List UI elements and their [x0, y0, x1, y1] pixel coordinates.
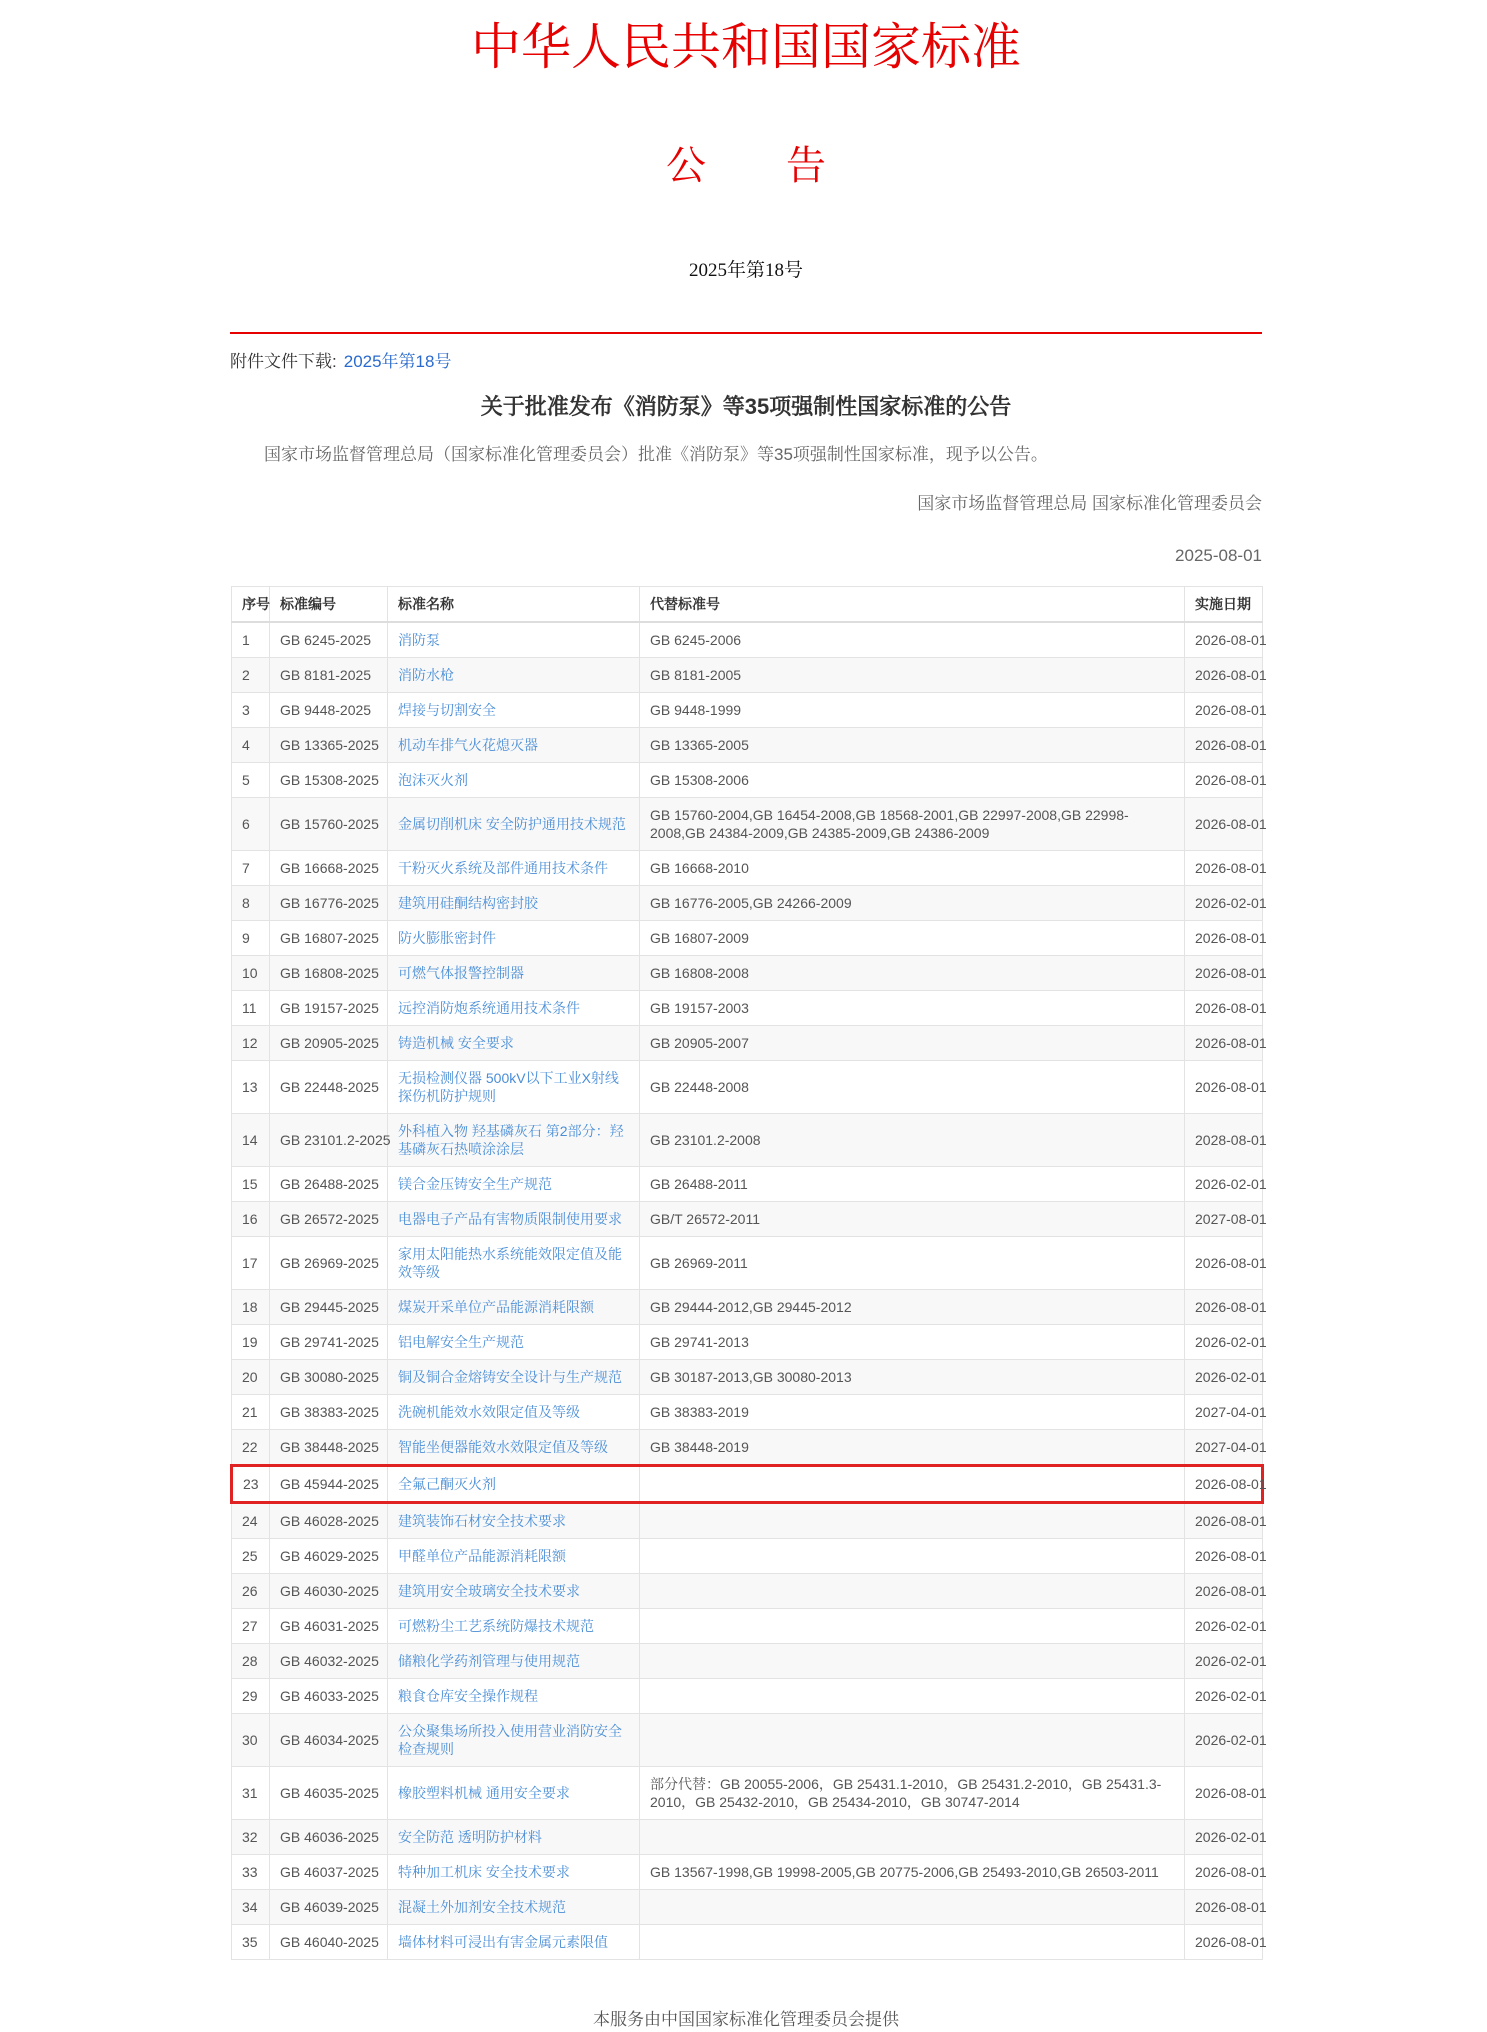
- col-header-replaced: 代替标准号: [640, 587, 1185, 623]
- implementation-date-cell: 2026-02-01: [1185, 1325, 1263, 1360]
- replaced-standard-cell: GB 16807-2009: [640, 921, 1185, 956]
- table-header-row: [232, 587, 1263, 623]
- standard-name-cell: [388, 1767, 640, 1820]
- implementation-date-cell: 2027-04-01: [1185, 1430, 1263, 1466]
- attachment-row: [230, 342, 1262, 374]
- replaced-standard-cell: GB 13365-2005: [640, 728, 1185, 763]
- table-row: [232, 991, 1263, 1026]
- replaced-standard-cell: [640, 1503, 1185, 1539]
- standard-name-cell: [388, 1325, 640, 1360]
- standard-name-cell: [388, 1539, 640, 1574]
- standard-name-link[interactable]: 煤炭开采单位产品能源消耗限额: [398, 1299, 594, 1316]
- table-row: [232, 1167, 1263, 1202]
- standard-name-link[interactable]: 防火膨胀密封件: [398, 930, 496, 947]
- standard-code-cell: GB 6245-2025: [270, 622, 388, 658]
- replaced-standard-cell: GB 38383-2019: [640, 1395, 1185, 1430]
- standard-code-cell: GB 46030-2025: [270, 1574, 388, 1609]
- standard-name-cell: [388, 1855, 640, 1890]
- table-row: [232, 658, 1263, 693]
- standard-code-cell: GB 26488-2025: [270, 1167, 388, 1202]
- implementation-date-cell: 2026-08-01: [1185, 1061, 1263, 1114]
- table-row: [232, 1890, 1263, 1925]
- implementation-date-cell: 2026-08-01: [1185, 1539, 1263, 1574]
- standard-name-link[interactable]: 消防水枪: [398, 667, 454, 684]
- implementation-date-cell: 2026-02-01: [1185, 1360, 1263, 1395]
- implementation-date-cell: 2026-08-01: [1185, 956, 1263, 991]
- seq-cell: 7: [232, 851, 270, 886]
- replaced-standard-cell: [640, 1714, 1185, 1767]
- replaced-standard-cell: GB 38448-2019: [640, 1430, 1185, 1466]
- implementation-date-cell: 2026-08-01: [1185, 921, 1263, 956]
- replaced-standard-cell: [640, 1574, 1185, 1609]
- standard-code-cell: GB 46040-2025: [270, 1925, 388, 1960]
- seq-cell: 5: [232, 763, 270, 798]
- implementation-date-cell: 2026-02-01: [1185, 1820, 1263, 1855]
- replaced-standard-cell: GB 22448-2008: [640, 1061, 1185, 1114]
- implementation-date-cell: 2026-08-01: [1185, 763, 1263, 798]
- standard-name-link[interactable]: 粮食仓库安全操作规程: [398, 1688, 538, 1705]
- standard-name-cell: [388, 1890, 640, 1925]
- standard-name-cell: [388, 851, 640, 886]
- table-row: [232, 1360, 1263, 1395]
- standard-name-cell: [388, 763, 640, 798]
- standard-code-cell: GB 26969-2025: [270, 1237, 388, 1290]
- standard-code-cell: GB 46037-2025: [270, 1855, 388, 1890]
- standard-code-cell: GB 15308-2025: [270, 763, 388, 798]
- implementation-date-cell: 2026-08-01: [1185, 991, 1263, 1026]
- replaced-standard-cell: GB 19157-2003: [640, 991, 1185, 1026]
- standard-code-cell: GB 46034-2025: [270, 1714, 388, 1767]
- standard-code-cell: GB 46033-2025: [270, 1679, 388, 1714]
- standard-name-link[interactable]: 铸造机械 安全要求: [398, 1035, 514, 1052]
- standard-code-cell: GB 20905-2025: [270, 1026, 388, 1061]
- seq-cell: 15: [232, 1167, 270, 1202]
- standard-name-cell: [388, 658, 640, 693]
- standard-name-link[interactable]: 泡沫灭火剂: [398, 772, 468, 789]
- standard-code-cell: GB 46031-2025: [270, 1609, 388, 1644]
- table-row: [232, 1503, 1263, 1539]
- implementation-date-cell: 2026-02-01: [1185, 1714, 1263, 1767]
- red-divider: [230, 332, 1262, 334]
- replaced-standard-cell: [640, 1466, 1185, 1503]
- seq-cell: 16: [232, 1202, 270, 1237]
- implementation-date-cell: 2026-08-01: [1185, 1237, 1263, 1290]
- replaced-standard-cell: GB 29444-2012,GB 29445-2012: [640, 1290, 1185, 1325]
- standard-name-link[interactable]: 铝电解安全生产规范: [398, 1334, 524, 1351]
- seq-cell: 34: [232, 1890, 270, 1925]
- table-row: [232, 851, 1263, 886]
- replaced-standard-cell: GB 20905-2007: [640, 1026, 1185, 1061]
- standard-name-cell: [388, 1925, 640, 1960]
- table-row: [232, 1925, 1263, 1960]
- standard-name-cell: [388, 1430, 640, 1466]
- announcement-subtitle: 公 告: [666, 143, 826, 188]
- col-header-name: 标准名称: [388, 587, 640, 623]
- standard-name-cell: [388, 921, 640, 956]
- seq-cell: 17: [232, 1237, 270, 1290]
- standard-name-link[interactable]: 建筑用安全玻璃安全技术要求: [398, 1583, 580, 1600]
- standard-name-link[interactable]: 远控消防炮系统通用技术条件: [398, 1000, 580, 1017]
- replaced-standard-cell: [640, 1925, 1185, 1960]
- standard-name-cell: [388, 1167, 640, 1202]
- replaced-standard-cell: [640, 1644, 1185, 1679]
- replaced-standard-cell: GB 15760-2004,GB 16454-2008,GB 18568-2001,GB 22997-2008,GB 22998-2008,GB 24384-2009,GB 24385-2009,GB 24386-2009: [640, 798, 1185, 851]
- seq-cell: 10: [232, 956, 270, 991]
- seq-cell: 8: [232, 886, 270, 921]
- standard-name-cell: [388, 622, 640, 658]
- table-row: [232, 921, 1263, 956]
- table-row: [232, 1609, 1263, 1644]
- table-row: [232, 1061, 1263, 1114]
- col-header-date: 实施日期: [1185, 587, 1263, 623]
- standard-name-link[interactable]: 铜及铜合金熔铸安全设计与生产规范: [398, 1369, 622, 1386]
- page-title: 中华人民共和国国家标准: [471, 19, 1021, 75]
- standard-name-cell: [388, 1026, 640, 1061]
- table-row: [232, 763, 1263, 798]
- standard-name-link[interactable]: 全氟己酮灭火剂: [398, 1476, 496, 1493]
- standard-name-link[interactable]: 甲醛单位产品能源消耗限额: [398, 1548, 566, 1565]
- standard-code-cell: GB 46028-2025: [270, 1503, 388, 1539]
- standard-name-cell: [388, 1679, 640, 1714]
- standard-code-cell: GB 30080-2025: [270, 1360, 388, 1395]
- standard-code-cell: GB 23101.2-2025: [270, 1114, 388, 1167]
- standard-code-cell: GB 16668-2025: [270, 851, 388, 886]
- standard-name-link[interactable]: 墙体材料可浸出有害金属元素限值: [398, 1934, 608, 1951]
- implementation-date-cell: 2026-08-01: [1185, 658, 1263, 693]
- implementation-date-cell: 2026-08-01: [1185, 1890, 1263, 1925]
- replaced-standard-cell: GB 8181-2005: [640, 658, 1185, 693]
- table-row: [232, 1114, 1263, 1167]
- standard-name-link[interactable]: 电器电子产品有害物质限制使用要求: [398, 1211, 622, 1228]
- standard-name-cell: [388, 956, 640, 991]
- replaced-standard-cell: GB 23101.2-2008: [640, 1114, 1185, 1167]
- replaced-standard-cell: GB 13567-1998,GB 19998-2005,GB 20775-2006,GB 25493-2010,GB 26503-2011: [640, 1855, 1185, 1890]
- standard-name-cell: [388, 798, 640, 851]
- col-header-seq: 序号: [232, 587, 270, 623]
- standard-name-link[interactable]: 混凝土外加剂安全技术规范: [398, 1899, 566, 1916]
- standard-name-cell: [388, 1466, 640, 1503]
- implementation-date-cell: 2026-08-01: [1185, 1574, 1263, 1609]
- standard-name-link[interactable]: 公众聚集场所投入使用营业消防安全检查规则: [398, 1723, 622, 1758]
- seq-cell: 24: [232, 1503, 270, 1539]
- attachment-link[interactable]: 2025年第18号: [343, 351, 452, 371]
- implementation-date-cell: 2026-02-01: [1185, 1679, 1263, 1714]
- standard-name-link[interactable]: 家用太阳能热水系统能效限定值及能效等级: [398, 1246, 622, 1281]
- standard-name-link[interactable]: 洗碗机能效水效限定值及等级: [398, 1404, 580, 1421]
- seq-cell: 1: [232, 622, 270, 658]
- implementation-date-cell: 2027-08-01: [1185, 1202, 1263, 1237]
- seq-cell: 13: [232, 1061, 270, 1114]
- seq-cell: 18: [232, 1290, 270, 1325]
- seq-cell: 6: [232, 798, 270, 851]
- replaced-standard-cell: [640, 1890, 1185, 1925]
- table-row: [232, 1820, 1263, 1855]
- standard-name-link[interactable]: 安全防范 透明防护材料: [398, 1829, 542, 1846]
- standard-name-link[interactable]: 建筑装饰石材安全技术要求: [398, 1513, 566, 1530]
- standard-code-cell: GB 29741-2025: [270, 1325, 388, 1360]
- standard-code-cell: GB 19157-2025: [270, 991, 388, 1026]
- standard-code-cell: GB 22448-2025: [270, 1061, 388, 1114]
- replaced-standard-cell: GB 16668-2010: [640, 851, 1185, 886]
- issuing-authority: 国家市场监督管理总局 国家标准化管理委员会: [917, 493, 1262, 513]
- seq-cell: 11: [232, 991, 270, 1026]
- table-row: [232, 1679, 1263, 1714]
- implementation-date-cell: 2027-04-01: [1185, 1395, 1263, 1430]
- replaced-standard-cell: [640, 1679, 1185, 1714]
- standard-name-link[interactable]: 可燃气体报警控制器: [398, 965, 524, 982]
- standard-code-cell: GB 46029-2025: [270, 1539, 388, 1574]
- standard-code-cell: GB 29445-2025: [270, 1290, 388, 1325]
- replaced-standard-cell: GB 26488-2011: [640, 1167, 1185, 1202]
- standard-name-cell: [388, 1503, 640, 1539]
- standard-code-cell: GB 38383-2025: [270, 1395, 388, 1430]
- seq-cell: 35: [232, 1925, 270, 1960]
- implementation-date-cell: 2026-08-01: [1185, 728, 1263, 763]
- standard-name-link[interactable]: 外科植入物 羟基磷灰石 第2部分：羟基磷灰石热喷涂涂层: [398, 1123, 624, 1158]
- seq-cell: 32: [232, 1820, 270, 1855]
- table-row: [232, 728, 1263, 763]
- implementation-date-cell: 2026-08-01: [1185, 622, 1263, 658]
- standard-code-cell: GB 45944-2025: [270, 1466, 388, 1503]
- table-row: [232, 1430, 1263, 1466]
- implementation-date-cell: 2026-08-01: [1185, 798, 1263, 851]
- standard-name-cell: [388, 1574, 640, 1609]
- col-header-code: 标准编号: [270, 587, 388, 623]
- table-row: [232, 1325, 1263, 1360]
- attachment-label: 附件文件下载:: [230, 351, 337, 371]
- replaced-standard-cell: GB 16808-2008: [640, 956, 1185, 991]
- standard-code-cell: GB 26572-2025: [270, 1202, 388, 1237]
- standard-name-link[interactable]: 建筑用硅酮结构密封胶: [398, 895, 538, 912]
- replaced-standard-cell: GB 29741-2013: [640, 1325, 1185, 1360]
- replaced-standard-cell: GB 9448-1999: [640, 693, 1185, 728]
- implementation-date-cell: 2026-02-01: [1185, 1167, 1263, 1202]
- implementation-date-cell: 2026-08-01: [1185, 1767, 1263, 1820]
- implementation-date-cell: 2026-08-01: [1185, 1466, 1263, 1503]
- standard-name-cell: [388, 1820, 640, 1855]
- standard-name-cell: [388, 1290, 640, 1325]
- table-row: [232, 1237, 1263, 1290]
- standard-name-cell: [388, 1360, 640, 1395]
- table-row: [232, 798, 1263, 851]
- standard-name-link[interactable]: 消防泵: [398, 632, 440, 649]
- replaced-standard-cell: GB 15308-2006: [640, 763, 1185, 798]
- seq-cell: 27: [232, 1609, 270, 1644]
- standard-code-cell: GB 8181-2025: [270, 658, 388, 693]
- replaced-standard-cell: 部分代替：GB 20055-2006，GB 25431.1-2010，GB 25431.2-2010，GB 25431.3-2010，GB 25432-2010，GB 25434-2010，GB 30747-2014: [640, 1767, 1185, 1820]
- replaced-standard-cell: GB/T 26572-2011: [640, 1202, 1185, 1237]
- seq-cell: 12: [232, 1026, 270, 1061]
- standard-name-link[interactable]: 可燃粉尘工艺系统防爆技术规范: [398, 1618, 594, 1635]
- seq-cell: 29: [232, 1679, 270, 1714]
- seq-cell: 30: [232, 1714, 270, 1767]
- standard-name-cell: [388, 1237, 640, 1290]
- standard-name-link[interactable]: 无损检测仪器 500kV以下工业X射线探伤机防护规则: [398, 1070, 619, 1105]
- announcement-page: [230, 19, 1267, 2032]
- seq-cell: 14: [232, 1114, 270, 1167]
- standard-code-cell: GB 9448-2025: [270, 693, 388, 728]
- table-row: [232, 956, 1263, 991]
- seq-cell: 25: [232, 1539, 270, 1574]
- standard-code-cell: GB 46035-2025: [270, 1767, 388, 1820]
- table-row: [232, 1644, 1263, 1679]
- standard-code-cell: GB 46039-2025: [270, 1890, 388, 1925]
- seq-cell: 20: [232, 1360, 270, 1395]
- standard-name-cell: [388, 1061, 640, 1114]
- table-row: [232, 1290, 1263, 1325]
- table-row: [232, 1767, 1263, 1820]
- table-row: [232, 1395, 1263, 1430]
- standard-code-cell: GB 16807-2025: [270, 921, 388, 956]
- implementation-date-cell: 2026-08-01: [1185, 851, 1263, 886]
- seq-cell: 26: [232, 1574, 270, 1609]
- standard-name-cell: [388, 886, 640, 921]
- implementation-date-cell: 2026-08-01: [1185, 1290, 1263, 1325]
- table-row: [232, 1574, 1263, 1609]
- standard-name-link[interactable]: 智能坐便器能效水效限定值及等级: [398, 1439, 608, 1456]
- replaced-standard-cell: GB 30187-2013,GB 30080-2013: [640, 1360, 1185, 1395]
- standard-name-link[interactable]: 干粉灭火系统及部件通用技术条件: [398, 860, 608, 877]
- standard-code-cell: GB 38448-2025: [270, 1430, 388, 1466]
- implementation-date-cell: 2026-08-01: [1185, 1026, 1263, 1061]
- implementation-date-cell: 2026-08-01: [1185, 1503, 1263, 1539]
- table-row: [232, 886, 1263, 921]
- implementation-date-cell: 2026-08-01: [1185, 1925, 1263, 1960]
- standard-code-cell: GB 16808-2025: [270, 956, 388, 991]
- replaced-standard-cell: [640, 1609, 1185, 1644]
- notice-title: 关于批准发布《消防泵》等35项强制性国家标准的公告: [480, 393, 1012, 419]
- standard-name-link[interactable]: 储粮化学药剂管理与使用规范: [398, 1653, 580, 1670]
- standard-name-cell: [388, 1114, 640, 1167]
- replaced-standard-cell: [640, 1539, 1185, 1574]
- seq-cell: 2: [232, 658, 270, 693]
- standard-name-link[interactable]: 镁合金压铸安全生产规范: [398, 1176, 552, 1193]
- standards-table: [230, 586, 1267, 1960]
- standard-name-cell: [388, 991, 640, 1026]
- table-row: [232, 1714, 1263, 1767]
- replaced-standard-cell: GB 6245-2006: [640, 622, 1185, 658]
- implementation-date-cell: 2026-08-01: [1185, 693, 1263, 728]
- replaced-standard-cell: [640, 1820, 1185, 1855]
- seq-cell: 9: [232, 921, 270, 956]
- standard-name-cell: [388, 1714, 640, 1767]
- table-row: [232, 622, 1263, 658]
- seq-cell: 31: [232, 1767, 270, 1820]
- implementation-date-cell: 2026-02-01: [1185, 1609, 1263, 1644]
- seq-cell: 22: [232, 1430, 270, 1466]
- standard-name-cell: [388, 1202, 640, 1237]
- seq-cell: 3: [232, 693, 270, 728]
- implementation-date-cell: 2028-08-01: [1185, 1114, 1263, 1167]
- standard-name-link[interactable]: 金属切削机床 安全防护通用技术规范: [398, 816, 626, 833]
- implementation-date-cell: 2026-08-01: [1185, 1855, 1263, 1890]
- table-row: [232, 1026, 1263, 1061]
- standard-name-link[interactable]: 特种加工机床 安全技术要求: [398, 1864, 570, 1881]
- standard-code-cell: GB 46032-2025: [270, 1644, 388, 1679]
- standard-name-cell: [388, 1395, 640, 1430]
- standard-name-link[interactable]: 橡胶塑料机械 通用安全要求: [398, 1785, 570, 1802]
- standard-name-link[interactable]: 焊接与切割安全: [398, 702, 496, 719]
- seq-cell: 23: [232, 1466, 270, 1503]
- table-row: [232, 693, 1263, 728]
- implementation-date-cell: 2026-02-01: [1185, 1644, 1263, 1679]
- issue-number: 2025年第18号: [688, 260, 803, 281]
- standard-code-cell: GB 13365-2025: [270, 728, 388, 763]
- table-row: [232, 1539, 1263, 1574]
- table-row: [232, 1855, 1263, 1890]
- replaced-standard-cell: GB 26969-2011: [640, 1237, 1185, 1290]
- seq-cell: 28: [232, 1644, 270, 1679]
- standard-name-link[interactable]: 机动车排气火花熄灭器: [398, 737, 538, 754]
- footer-text: 本服务由中国国家标准化管理委员会提供: [593, 2010, 899, 2030]
- standard-code-cell: GB 16776-2025: [270, 886, 388, 921]
- table-row: [232, 1202, 1263, 1237]
- table-row: [232, 1466, 1263, 1503]
- standard-name-cell: [388, 728, 640, 763]
- seq-cell: 33: [232, 1855, 270, 1890]
- notice-body: 国家市场监督管理总局（国家标准化管理委员会）批准《消防泵》等35项强制性国家标准，现予以公告。: [264, 445, 1048, 465]
- implementation-date-cell: 2026-02-01: [1185, 886, 1263, 921]
- standard-name-cell: [388, 693, 640, 728]
- publish-date: 2025-08-01: [1175, 545, 1262, 565]
- replaced-standard-cell: GB 16776-2005,GB 24266-2009: [640, 886, 1185, 921]
- standard-name-cell: [388, 1644, 640, 1679]
- seq-cell: 4: [232, 728, 270, 763]
- standard-code-cell: GB 46036-2025: [270, 1820, 388, 1855]
- seq-cell: 21: [232, 1395, 270, 1430]
- standard-name-cell: [388, 1609, 640, 1644]
- standard-code-cell: GB 15760-2025: [270, 798, 388, 851]
- seq-cell: 19: [232, 1325, 270, 1360]
